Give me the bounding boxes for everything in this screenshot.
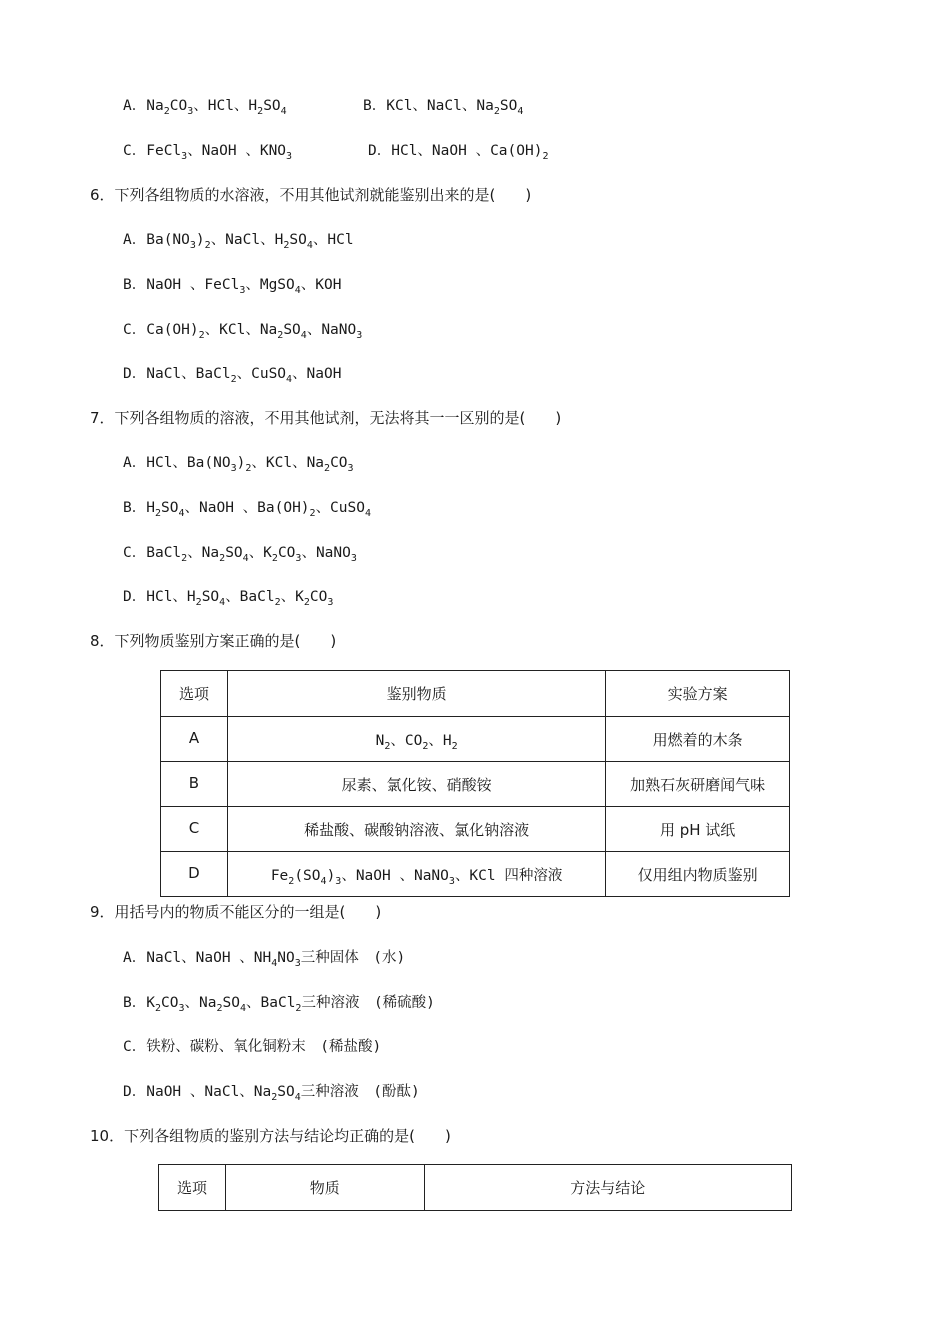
q5-option-a: A．$Na_2CO_3$、HCl、$H_2SO_4$ xyxy=(123,98,287,117)
q10-table xyxy=(158,1164,792,1211)
q6-option-c: C．$Ca(OH)_2$、KCl、$Na_2SO_4$、NaNO$_3$ xyxy=(123,322,363,341)
q8-stem: 8．下列物质鉴别方案正确的是( ) xyxy=(90,632,337,650)
q10-header-option: 选项 xyxy=(159,1165,226,1211)
q6-option-b: B．NaOH 、FeCl$_3$、MgSO$_4$、KOH xyxy=(123,277,342,296)
q9-option-d: D．NaOH 、NaCl、$Na_2SO_4$三种溶液 (酚酞) xyxy=(123,1084,420,1103)
q8-cell-plan: 加熟石灰研磨闻气味 xyxy=(606,762,790,807)
q9-option-c: C．铁粉、碳粉、氧化铜粉末 (稀盐酸) xyxy=(123,1039,382,1055)
q8-table xyxy=(160,670,790,897)
q5-option-b: B．KCl、NaCl、$Na_2SO_4$ xyxy=(363,98,524,117)
q10-header-substance: 物质 xyxy=(225,1165,424,1211)
q7-option-b: B．$H_2SO_4$、NaOH 、$Ba(OH)_2$、CuSO$_4$ xyxy=(123,500,372,519)
q8-cell-substance: 稀盐酸、碳酸钠溶液、氯化钠溶液 xyxy=(227,807,605,852)
table-row xyxy=(161,762,790,807)
q8-cell-substance: 尿素、氯化铵、硝酸铵 xyxy=(227,762,605,807)
q8-cell-substance: $Fe_2(SO_4)_3$、NaOH 、NaNO$_3$、KCl 四种溶液 xyxy=(227,852,605,897)
table-row xyxy=(161,717,790,762)
q8-header-option: 选项 xyxy=(161,671,228,717)
q8-cell-plan: 用 pH 试纸 xyxy=(606,807,790,852)
q8-header-plan: 实验方案 xyxy=(606,671,790,717)
q9-option-b: B．$K_2CO_3$、$Na_2SO_4$、BaCl$_2$三种溶液 (稀硫酸) xyxy=(123,995,435,1014)
q5-option-c: C．FeCl$_3$、NaOH 、$KNO_3$ xyxy=(123,143,293,162)
q6-option-d: D．NaCl、BaCl$_2$、CuSO$_4$、NaOH xyxy=(123,366,342,385)
q8-cell-substance: $N_2$、$CO_2$、$H_2$ xyxy=(227,717,605,762)
q9-stem: 9．用括号内的物质不能区分的一组是( ) xyxy=(90,903,382,921)
q8-cell-option: A xyxy=(161,717,228,762)
q7-stem: 7．下列各组物质的溶液，不用其他试剂，无法将其一一区别的是( ) xyxy=(90,409,562,427)
q8-cell-plan: 用燃着的木条 xyxy=(606,717,790,762)
table-row xyxy=(161,807,790,852)
q10-stem: 10．下列各组物质的鉴别方法与结论均正确的是( ) xyxy=(90,1127,451,1145)
q8-header-substance: 鉴别物质 xyxy=(227,671,605,717)
q5-option-d: D．HCl、NaOH 、$Ca(OH)_2$ xyxy=(368,143,549,162)
q8-cell-option: D xyxy=(161,852,228,897)
q8-cell-plan: 仅用组内物质鉴别 xyxy=(606,852,790,897)
q7-option-d: D．HCl、$H_2SO_4$、BaCl$_2$、$K_2CO_3$ xyxy=(123,589,334,608)
table-row xyxy=(161,852,790,897)
q7-option-c: C．BaCl$_2$、$Na_2SO_4$、$K_2CO_3$、NaNO$_3$ xyxy=(123,545,357,564)
q8-cell-option: B xyxy=(161,762,228,807)
q6-option-a: A．$Ba(NO_3)_2$、NaCl、$H_2SO_4$、HCl xyxy=(123,232,354,251)
q6-stem: 6．下列各组物质的水溶液，不用其他试剂就能鉴别出来的是( ) xyxy=(90,186,532,204)
q7-option-a: A．HCl、$Ba(NO_3)_2$、KCl、$Na_2CO_3$ xyxy=(123,455,354,474)
q9-option-a: A．NaCl、NaOH 、$NH_4NO_3$三种固体 (水) xyxy=(123,950,406,969)
q10-header-method: 方法与结论 xyxy=(424,1165,791,1211)
q8-cell-option: C xyxy=(161,807,228,852)
